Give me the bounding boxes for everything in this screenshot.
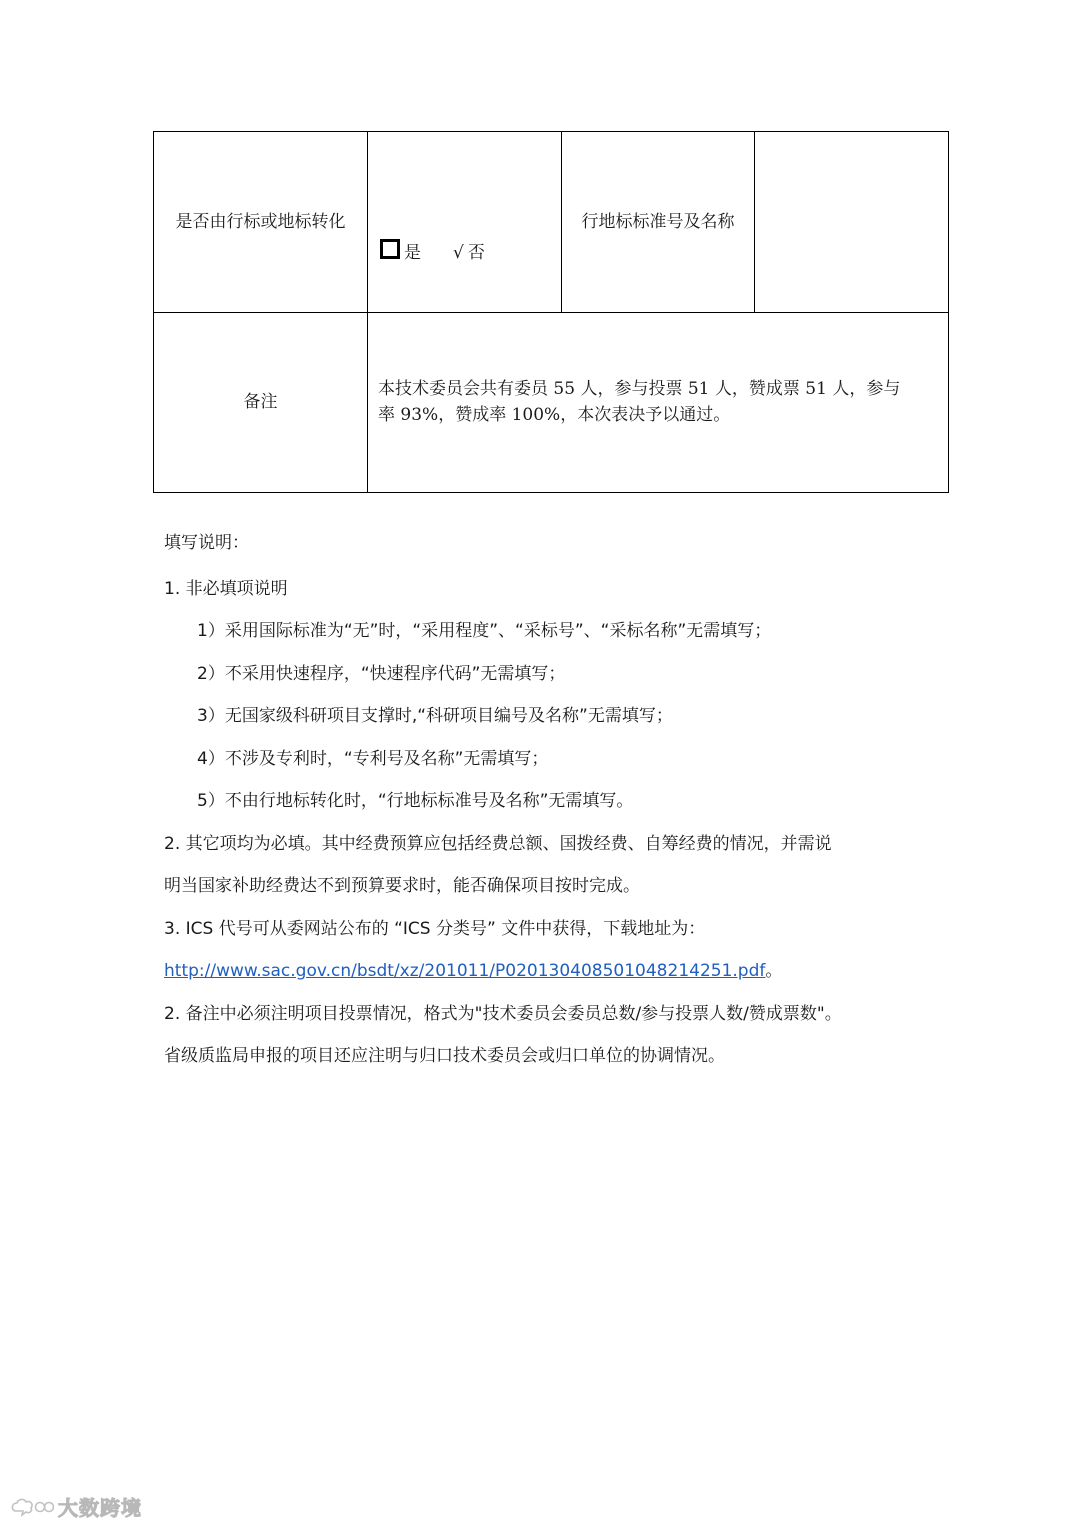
project-form-table [153, 131, 949, 493]
conversion-options [380, 240, 485, 266]
instruction-item-cont: 明当国家补助经费达不到预算要求时，能否确保项目按时完成。 [164, 876, 640, 896]
standard-number-value[interactable] [755, 132, 949, 313]
remark-line: 率 93%，赞成率 100%，本次表决予以通过。 [378, 404, 731, 425]
instruction-item: 1. 非必填项说明 [164, 579, 288, 599]
option-no-label: 否 [467, 243, 485, 263]
instruction-subitem: 3）无国家级科研项目支撑时,“科研项目编号及名称”无需填写； [197, 706, 673, 726]
instruction-subitem: 4）不涉及专利时，“专利号及名称”无需填写； [197, 749, 549, 769]
option-yes-label: 是 [404, 243, 421, 263]
conversion-options-cell [368, 132, 562, 313]
table-row [154, 132, 949, 313]
conversion-label: 是否由行标或地标转化 [154, 132, 368, 313]
cloud-speech-logo-icon [10, 1497, 54, 1517]
instruction-subitem: 2）不采用快速程序，“快速程序代码”无需填写； [197, 664, 566, 684]
instructions-heading: 填写说明： [164, 533, 249, 553]
instruction-item: 2. 其它项均为必填。其中经费预算应包括经费总额、国拨经费、自筹经费的情况，并需说 [164, 834, 832, 854]
check-mark-icon: √ [453, 243, 464, 263]
remark-value [368, 312, 949, 493]
table-row [154, 312, 949, 493]
remark-line: 本技术委员会共有委员 55 人，参与投票 51 人，赞成票 51 人，参与 [378, 378, 901, 399]
remark-label: 备注 [154, 312, 368, 493]
instruction-item: 3. ICS 代号可从委网站公布的 “ICS 分类号” 文件中获得，下载地址为： [164, 919, 706, 939]
instruction-item: 2. 备注中必须注明项目投票情况，格式为"技术委员会委员总数/参与投票人数/赞成票数"。 [164, 1004, 842, 1024]
instruction-subitem: 5）不由行地标转化时，“行地标标准号及名称”无需填写。 [197, 791, 634, 811]
ics-download-line [164, 956, 782, 981]
ics-download-link[interactable]: http://www.sac.gov.cn/bsdt/xz/201011/P020130408501048214251.pdf [164, 961, 766, 981]
watermark [10, 1492, 142, 1521]
instruction-subitem: 1）采用国际标准为“无”时，“采用程度”、“采标号”、“采标名称”无需填写； [197, 621, 772, 641]
checkbox-yes[interactable] [380, 239, 400, 259]
instruction-item-cont: 省级质监局申报的项目还应注明与归口技术委员会或归口单位的协调情况。 [164, 1046, 725, 1066]
standard-number-label: 行地标标准号及名称 [562, 132, 755, 313]
link-end-punct: 。 [765, 961, 783, 981]
watermark-text: 大数跨境 [58, 1496, 142, 1520]
